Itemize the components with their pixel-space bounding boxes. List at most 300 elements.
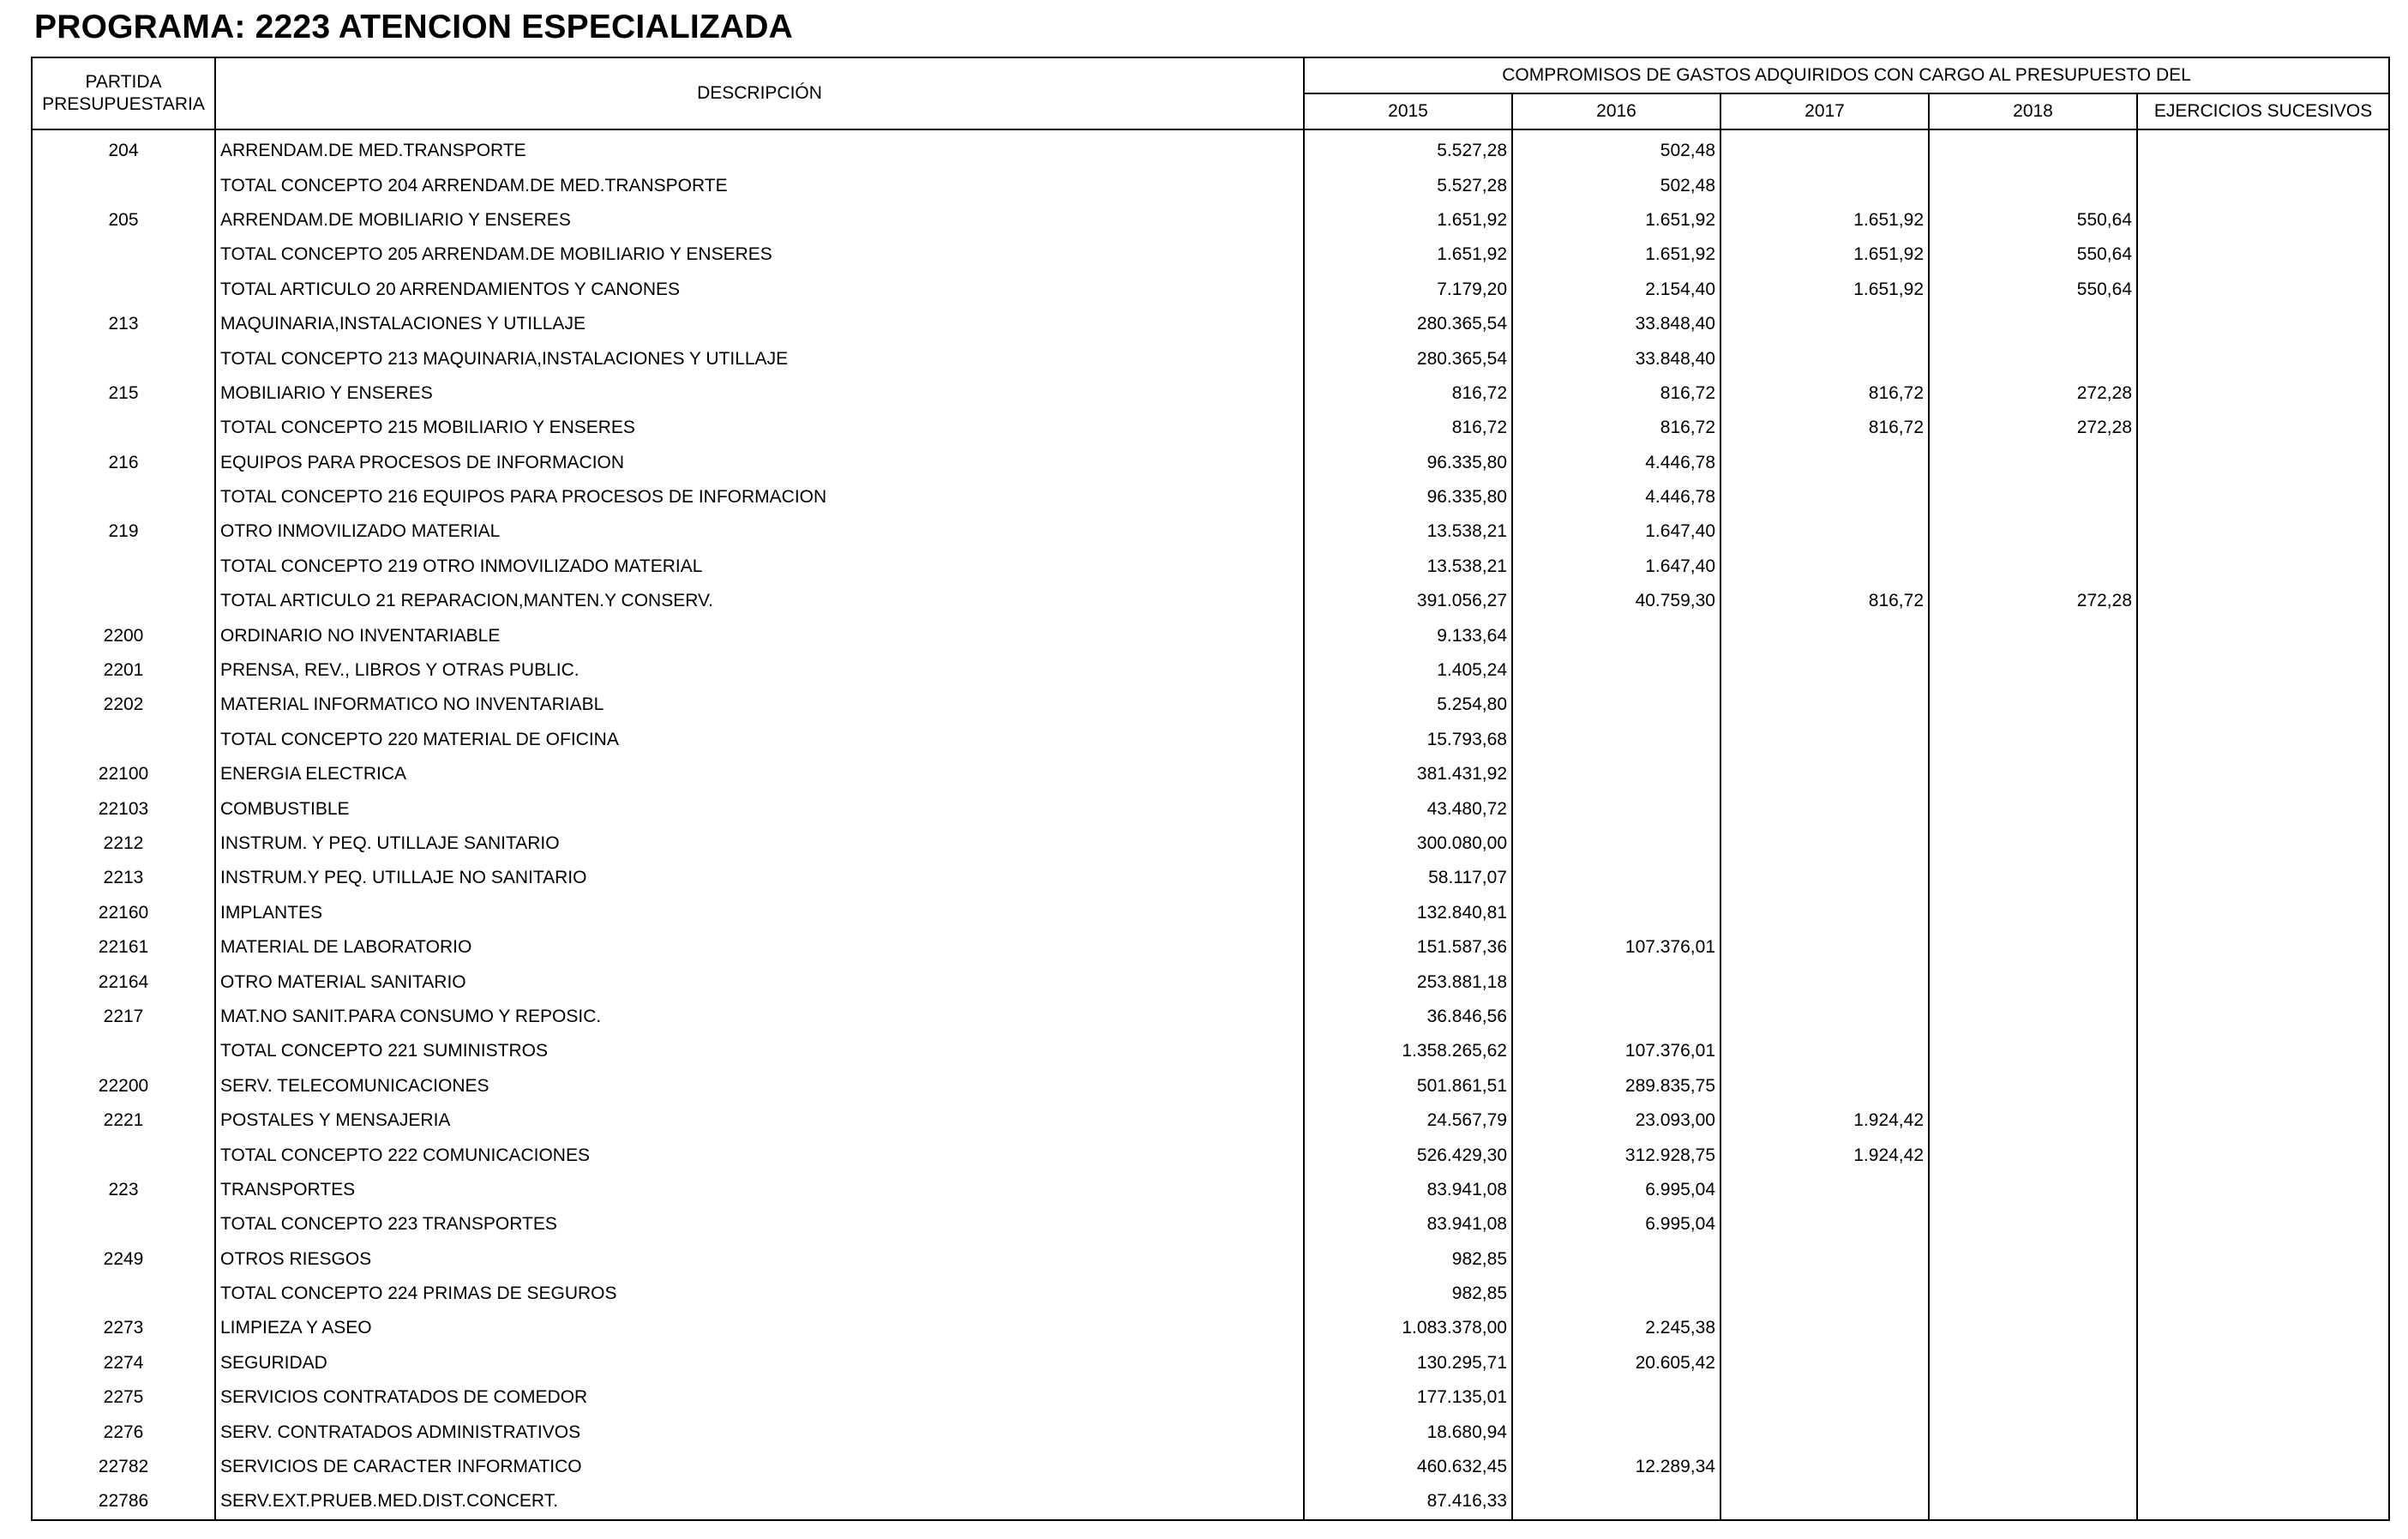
amount-2016-cell: 107.376,01 (1512, 930, 1720, 965)
amount-sucesivos-cell (2137, 1484, 2389, 1519)
header-compromisos: COMPROMISOS DE GASTOS ADQUIRIDOS CON CARGO AL PRESUPUESTO DEL (1304, 57, 2389, 93)
amount-2017-cell: 1.651,92 (1720, 237, 1929, 272)
partida-cell: 223 (32, 1173, 215, 1207)
descripcion-cell: EQUIPOS PARA PROCESOS DE INFORMACION (215, 446, 1304, 480)
partida-cell: 2275 (32, 1380, 215, 1415)
amount-sucesivos-cell (2137, 1000, 2389, 1034)
amount-2016-cell: 4.446,78 (1512, 446, 1720, 480)
amount-2015-cell: 96.335,80 (1304, 446, 1512, 480)
partida-cell: 213 (32, 307, 215, 341)
descripcion-cell: TOTAL CONCEPTO 221 SUMINISTROS (215, 1034, 1304, 1068)
amount-2018-cell (1929, 1242, 2137, 1277)
table-row (32, 1311, 2389, 1345)
descripcion-cell: LIMPIEZA Y ASEO (215, 1311, 1304, 1345)
amount-2017-cell (1720, 1034, 1929, 1068)
amount-2015-cell: 1.405,24 (1304, 653, 1512, 688)
amount-2018-cell (1929, 618, 2137, 652)
table-row (32, 376, 2389, 411)
amount-sucesivos-cell (2137, 723, 2389, 757)
partida-cell (32, 1277, 215, 1311)
descripcion-cell: MOBILIARIO Y ENSERES (215, 376, 1304, 411)
amount-2017-cell (1720, 514, 1929, 549)
amount-2017-cell (1720, 446, 1929, 480)
table-row (32, 584, 2389, 618)
table-row (32, 896, 2389, 930)
table-row (32, 1173, 2389, 1207)
partida-cell: 2217 (32, 1000, 215, 1034)
table-row (32, 1242, 2389, 1277)
amount-sucesivos-cell (2137, 1069, 2389, 1103)
amount-2017-cell (1720, 1450, 1929, 1484)
partida-cell: 216 (32, 446, 215, 480)
amount-2017-cell (1720, 1000, 1929, 1034)
amount-sucesivos-cell (2137, 757, 2389, 791)
descripcion-cell: INSTRUM. Y PEQ. UTILLAJE SANITARIO (215, 827, 1304, 861)
amount-sucesivos-cell (2137, 411, 2389, 445)
table-row (32, 1277, 2389, 1311)
amount-2018-cell (1929, 1484, 2137, 1519)
amount-2018-cell (1929, 168, 2137, 202)
header-year-2016: 2016 (1512, 93, 1720, 129)
partida-cell: 2276 (32, 1415, 215, 1449)
descripcion-cell: TOTAL CONCEPTO 223 TRANSPORTES (215, 1207, 1304, 1241)
amount-sucesivos-cell (2137, 1207, 2389, 1241)
partida-cell (32, 584, 215, 618)
amount-2017-cell (1720, 930, 1929, 965)
amount-sucesivos-cell (2137, 168, 2389, 202)
descripcion-cell: SERV. TELECOMUNICACIONES (215, 1069, 1304, 1103)
amount-sucesivos-cell (2137, 273, 2389, 307)
partida-cell: 22100 (32, 757, 215, 791)
amount-sucesivos-cell (2137, 1380, 2389, 1415)
table-row (32, 514, 2389, 549)
amount-sucesivos-cell (2137, 896, 2389, 930)
descripcion-cell: TRANSPORTES (215, 1173, 1304, 1207)
table-row (32, 757, 2389, 791)
table-row (32, 273, 2389, 307)
table-row (32, 861, 2389, 895)
amount-sucesivos-cell (2137, 861, 2389, 895)
partida-cell: 22200 (32, 1069, 215, 1103)
partida-cell (32, 550, 215, 584)
amount-2015-cell: 24.567,79 (1304, 1103, 1512, 1138)
amount-2018-cell (1929, 1173, 2137, 1207)
descripcion-cell: TOTAL CONCEPTO 204 ARRENDAM.DE MED.TRANSPORTE (215, 168, 1304, 202)
amount-2016-cell (1512, 827, 1720, 861)
table-row (32, 1138, 2389, 1172)
descripcion-cell: TOTAL CONCEPTO 220 MATERIAL DE OFICINA (215, 723, 1304, 757)
table-row (32, 168, 2389, 202)
amount-2018-cell (1929, 480, 2137, 514)
amount-2017-cell (1720, 653, 1929, 688)
table-row (32, 723, 2389, 757)
amount-2017-cell: 1.924,42 (1720, 1138, 1929, 1172)
amount-sucesivos-cell (2137, 1311, 2389, 1345)
table-row (32, 203, 2389, 237)
partida-cell (32, 411, 215, 445)
descripcion-cell: PRENSA, REV., LIBROS Y OTRAS PUBLIC. (215, 653, 1304, 688)
table-row (32, 1000, 2389, 1034)
amount-sucesivos-cell (2137, 1138, 2389, 1172)
amount-2016-cell: 2.154,40 (1512, 273, 1720, 307)
amount-2018-cell (1929, 861, 2137, 895)
descripcion-cell: IMPLANTES (215, 896, 1304, 930)
partida-cell (32, 1138, 215, 1172)
amount-sucesivos-cell (2137, 1450, 2389, 1484)
amount-2017-cell (1720, 1207, 1929, 1241)
amount-2017-cell (1720, 1484, 1929, 1519)
descripcion-cell: MATERIAL DE LABORATORIO (215, 930, 1304, 965)
partida-cell: 22782 (32, 1450, 215, 1484)
amount-2017-cell (1720, 1173, 1929, 1207)
header-partida: PARTIDA PRESUPUESTARIA (32, 57, 215, 129)
table-row (32, 411, 2389, 445)
amount-2016-cell (1512, 861, 1720, 895)
amount-2016-cell (1512, 791, 1720, 826)
amount-sucesivos-cell (2137, 791, 2389, 826)
amount-2016-cell (1512, 653, 1720, 688)
descripcion-cell: OTRO MATERIAL SANITARIO (215, 965, 1304, 999)
amount-2018-cell (1929, 1277, 2137, 1311)
table-row (32, 1069, 2389, 1103)
amount-2018-cell (1929, 1138, 2137, 1172)
descripcion-cell: TOTAL CONCEPTO 215 MOBILIARIO Y ENSERES (215, 411, 1304, 445)
partida-cell (32, 1207, 215, 1241)
descripcion-cell: TOTAL CONCEPTO 216 EQUIPOS PARA PROCESOS DE INFORMACION (215, 480, 1304, 514)
amount-2017-cell: 1.924,42 (1720, 1103, 1929, 1138)
amount-2016-cell (1512, 1242, 1720, 1277)
amount-2015-cell: 5.527,28 (1304, 129, 1512, 168)
partida-cell: 205 (32, 203, 215, 237)
amount-2018-cell (1929, 514, 2137, 549)
amount-sucesivos-cell (2137, 653, 2389, 688)
partida-cell: 22160 (32, 896, 215, 930)
descripcion-cell: TOTAL CONCEPTO 205 ARRENDAM.DE MOBILIARIO Y ENSERES (215, 237, 1304, 272)
amount-2017-cell (1720, 1277, 1929, 1311)
amount-2015-cell: 1.651,92 (1304, 203, 1512, 237)
header-year-2015: 2015 (1304, 93, 1512, 129)
partida-cell: 219 (32, 514, 215, 549)
partida-cell: 2213 (32, 861, 215, 895)
amount-2016-cell: 2.245,38 (1512, 1311, 1720, 1345)
amount-2016-cell (1512, 896, 1720, 930)
amount-2016-cell: 6.995,04 (1512, 1173, 1720, 1207)
amount-2015-cell: 96.335,80 (1304, 480, 1512, 514)
amount-2016-cell: 40.759,30 (1512, 584, 1720, 618)
amount-sucesivos-cell (2137, 550, 2389, 584)
amount-2018-cell: 272,28 (1929, 411, 2137, 445)
amount-2016-cell (1512, 1000, 1720, 1034)
descripcion-cell: MAT.NO SANIT.PARA CONSUMO Y REPOSIC. (215, 1000, 1304, 1034)
partida-cell (32, 237, 215, 272)
table-row (32, 446, 2389, 480)
descripcion-cell: COMBUSTIBLE (215, 791, 1304, 826)
amount-2016-cell: 20.605,42 (1512, 1346, 1720, 1380)
table-row (32, 827, 2389, 861)
amount-2015-cell: 9.133,64 (1304, 618, 1512, 652)
amount-2018-cell (1929, 1069, 2137, 1103)
partida-cell (32, 723, 215, 757)
amount-sucesivos-cell (2137, 1173, 2389, 1207)
amount-2018-cell (1929, 129, 2137, 168)
amount-2018-cell (1929, 1034, 2137, 1068)
amount-2018-cell (1929, 827, 2137, 861)
table-row (32, 480, 2389, 514)
amount-2017-cell (1720, 129, 1929, 168)
descripcion-cell: MATERIAL INFORMATICO NO INVENTARIABL (215, 688, 1304, 722)
amount-2018-cell (1929, 1207, 2137, 1241)
amount-2017-cell (1720, 791, 1929, 826)
table-row (32, 1207, 2389, 1241)
amount-2015-cell: 460.632,45 (1304, 1450, 1512, 1484)
amount-2017-cell: 1.651,92 (1720, 203, 1929, 237)
amount-2015-cell: 87.416,33 (1304, 1484, 1512, 1519)
descripcion-cell: TOTAL CONCEPTO 224 PRIMAS DE SEGUROS (215, 1277, 1304, 1311)
amount-2018-cell: 550,64 (1929, 273, 2137, 307)
amount-sucesivos-cell (2137, 1346, 2389, 1380)
header-year-2018: 2018 (1929, 93, 2137, 129)
table-row (32, 1415, 2389, 1449)
descripcion-cell: POSTALES Y MENSAJERIA (215, 1103, 1304, 1138)
amount-2017-cell (1720, 757, 1929, 791)
amount-2017-cell (1720, 480, 1929, 514)
amount-2016-cell: 289.835,75 (1512, 1069, 1720, 1103)
amount-2018-cell (1929, 341, 2137, 376)
descripcion-cell: ARRENDAM.DE MOBILIARIO Y ENSERES (215, 203, 1304, 237)
amount-2015-cell: 300.080,00 (1304, 827, 1512, 861)
partida-cell: 2202 (32, 688, 215, 722)
table-row (32, 930, 2389, 965)
amount-2016-cell: 502,48 (1512, 168, 1720, 202)
table-row (32, 129, 2389, 168)
amount-2018-cell (1929, 1311, 2137, 1345)
amount-2015-cell: 151.587,36 (1304, 930, 1512, 965)
amount-2015-cell: 982,85 (1304, 1277, 1512, 1311)
amount-2016-cell (1512, 1380, 1720, 1415)
partida-cell: 2200 (32, 618, 215, 652)
table-row (32, 965, 2389, 999)
amount-2015-cell: 816,72 (1304, 376, 1512, 411)
amount-2015-cell: 58.117,07 (1304, 861, 1512, 895)
budget-table (31, 57, 2390, 1521)
header-year-2017: 2017 (1720, 93, 1929, 129)
amount-2018-cell (1929, 688, 2137, 722)
table-row (32, 1034, 2389, 1068)
amount-2018-cell (1929, 550, 2137, 584)
amount-2018-cell: 272,28 (1929, 376, 2137, 411)
amount-sucesivos-cell (2137, 376, 2389, 411)
amount-2015-cell: 5.254,80 (1304, 688, 1512, 722)
amount-2016-cell: 107.376,01 (1512, 1034, 1720, 1068)
partida-cell (32, 341, 215, 376)
partida-cell: 2212 (32, 827, 215, 861)
amount-2017-cell (1720, 861, 1929, 895)
amount-2015-cell: 280.365,54 (1304, 307, 1512, 341)
amount-2018-cell (1929, 1415, 2137, 1449)
partida-cell (32, 1034, 215, 1068)
amount-2016-cell: 1.647,40 (1512, 514, 1720, 549)
amount-2016-cell (1512, 688, 1720, 722)
amount-sucesivos-cell (2137, 618, 2389, 652)
amount-2017-cell (1720, 1069, 1929, 1103)
amount-2016-cell: 1.651,92 (1512, 237, 1720, 272)
amount-2015-cell: 177.135,01 (1304, 1380, 1512, 1415)
partida-cell: 2273 (32, 1311, 215, 1345)
amount-2016-cell: 6.995,04 (1512, 1207, 1720, 1241)
table-body (32, 129, 2389, 1520)
descripcion-cell: TOTAL ARTICULO 21 REPARACION,MANTEN.Y CONSERV. (215, 584, 1304, 618)
table-row (32, 307, 2389, 341)
amount-2018-cell (1929, 896, 2137, 930)
descripcion-cell: TOTAL CONCEPTO 219 OTRO INMOVILIZADO MATERIAL (215, 550, 1304, 584)
amount-sucesivos-cell (2137, 584, 2389, 618)
amount-2016-cell (1512, 618, 1720, 652)
table-row (32, 1484, 2389, 1519)
descripcion-cell: OTRO INMOVILIZADO MATERIAL (215, 514, 1304, 549)
amount-2016-cell: 4.446,78 (1512, 480, 1720, 514)
amount-2018-cell: 272,28 (1929, 584, 2137, 618)
amount-2015-cell: 36.846,56 (1304, 1000, 1512, 1034)
partida-cell: 22103 (32, 791, 215, 826)
table-header (32, 57, 2389, 129)
table-row (32, 1450, 2389, 1484)
amount-2017-cell (1720, 1311, 1929, 1345)
table-row (32, 688, 2389, 722)
table-row (32, 341, 2389, 376)
amount-2016-cell (1512, 965, 1720, 999)
partida-cell: 22164 (32, 965, 215, 999)
table-row (32, 550, 2389, 584)
amount-2018-cell (1929, 791, 2137, 826)
amount-2015-cell: 381.431,92 (1304, 757, 1512, 791)
amount-2017-cell (1720, 307, 1929, 341)
descripcion-cell: SERVICIOS DE CARACTER INFORMATICO (215, 1450, 1304, 1484)
descripcion-cell: TOTAL ARTICULO 20 ARRENDAMIENTOS Y CANONES (215, 273, 1304, 307)
amount-2018-cell (1929, 1103, 2137, 1138)
amount-sucesivos-cell (2137, 129, 2389, 168)
amount-2015-cell: 132.840,81 (1304, 896, 1512, 930)
amount-sucesivos-cell (2137, 827, 2389, 861)
amount-2018-cell (1929, 930, 2137, 965)
amount-2016-cell (1512, 1415, 1720, 1449)
amount-2015-cell: 982,85 (1304, 1242, 1512, 1277)
amount-2015-cell: 1.083.378,00 (1304, 1311, 1512, 1345)
amount-2018-cell (1929, 1346, 2137, 1380)
amount-2017-cell (1720, 723, 1929, 757)
descripcion-cell: SERVICIOS CONTRATADOS DE COMEDOR (215, 1380, 1304, 1415)
amount-2018-cell (1929, 446, 2137, 480)
amount-2017-cell (1720, 341, 1929, 376)
amount-2015-cell: 130.295,71 (1304, 1346, 1512, 1380)
amount-sucesivos-cell (2137, 480, 2389, 514)
amount-2016-cell: 1.647,40 (1512, 550, 1720, 584)
amount-sucesivos-cell (2137, 1034, 2389, 1068)
amount-2018-cell (1929, 653, 2137, 688)
amount-2015-cell: 15.793,68 (1304, 723, 1512, 757)
amount-sucesivos-cell (2137, 203, 2389, 237)
amount-2015-cell: 526.429,30 (1304, 1138, 1512, 1172)
amount-sucesivos-cell (2137, 930, 2389, 965)
amount-2015-cell: 7.179,20 (1304, 273, 1512, 307)
amount-2016-cell (1512, 757, 1720, 791)
amount-2018-cell (1929, 1380, 2137, 1415)
amount-2016-cell: 502,48 (1512, 129, 1720, 168)
table-row (32, 653, 2389, 688)
partida-cell: 2274 (32, 1346, 215, 1380)
amount-2017-cell: 816,72 (1720, 584, 1929, 618)
amount-sucesivos-cell (2137, 446, 2389, 480)
amount-sucesivos-cell (2137, 307, 2389, 341)
amount-2016-cell (1512, 1277, 1720, 1311)
amount-2016-cell (1512, 1484, 1720, 1519)
amount-2016-cell: 816,72 (1512, 376, 1720, 411)
header-descripcion: DESCRIPCIÓN (215, 57, 1304, 129)
amount-2017-cell (1720, 1380, 1929, 1415)
descripcion-cell: MAQUINARIA,INSTALACIONES Y UTILLAJE (215, 307, 1304, 341)
amount-2015-cell: 391.056,27 (1304, 584, 1512, 618)
amount-2015-cell: 5.527,28 (1304, 168, 1512, 202)
table-row (32, 618, 2389, 652)
amount-2015-cell: 83.941,08 (1304, 1207, 1512, 1241)
descripcion-cell: SERV. CONTRATADOS ADMINISTRATIVOS (215, 1415, 1304, 1449)
amount-sucesivos-cell (2137, 514, 2389, 549)
header-ejercicios-sucesivos: EJERCICIOS SUCESIVOS (2137, 93, 2389, 129)
amount-sucesivos-cell (2137, 1415, 2389, 1449)
descripcion-cell: ENERGIA ELECTRICA (215, 757, 1304, 791)
amount-2017-cell: 1.651,92 (1720, 273, 1929, 307)
page-title: PROGRAMA: 2223 ATENCION ESPECIALIZADA (34, 9, 793, 45)
amount-2016-cell: 33.848,40 (1512, 307, 1720, 341)
descripcion-cell: ORDINARIO NO INVENTARIABLE (215, 618, 1304, 652)
amount-sucesivos-cell (2137, 688, 2389, 722)
partida-cell: 22161 (32, 930, 215, 965)
amount-2017-cell (1720, 965, 1929, 999)
descripcion-cell: OTROS RIESGOS (215, 1242, 1304, 1277)
descripcion-cell: INSTRUM.Y PEQ. UTILLAJE NO SANITARIO (215, 861, 1304, 895)
amount-sucesivos-cell (2137, 1242, 2389, 1277)
amount-2015-cell: 83.941,08 (1304, 1173, 1512, 1207)
partida-cell (32, 168, 215, 202)
amount-2015-cell: 13.538,21 (1304, 550, 1512, 584)
partida-cell: 2249 (32, 1242, 215, 1277)
amount-2015-cell: 18.680,94 (1304, 1415, 1512, 1449)
amount-2017-cell (1720, 688, 1929, 722)
partida-cell: 2201 (32, 653, 215, 688)
amount-sucesivos-cell (2137, 341, 2389, 376)
amount-2015-cell: 43.480,72 (1304, 791, 1512, 826)
amount-2018-cell: 550,64 (1929, 237, 2137, 272)
amount-sucesivos-cell (2137, 237, 2389, 272)
amount-sucesivos-cell (2137, 965, 2389, 999)
amount-2016-cell: 312.928,75 (1512, 1138, 1720, 1172)
amount-sucesivos-cell (2137, 1103, 2389, 1138)
amount-2017-cell (1720, 1242, 1929, 1277)
amount-2016-cell: 23.093,00 (1512, 1103, 1720, 1138)
amount-2015-cell: 816,72 (1304, 411, 1512, 445)
descripcion-cell: SERV.EXT.PRUEB.MED.DIST.CONCERT. (215, 1484, 1304, 1519)
amount-2017-cell (1720, 550, 1929, 584)
partida-cell: 204 (32, 129, 215, 168)
partida-cell (32, 273, 215, 307)
amount-2015-cell: 501.861,51 (1304, 1069, 1512, 1103)
descripcion-cell: SEGURIDAD (215, 1346, 1304, 1380)
amount-2015-cell: 253.881,18 (1304, 965, 1512, 999)
descripcion-cell: TOTAL CONCEPTO 213 MAQUINARIA,INSTALACIONES Y UTILLAJE (215, 341, 1304, 376)
amount-2015-cell: 280.365,54 (1304, 341, 1512, 376)
amount-2018-cell: 550,64 (1929, 203, 2137, 237)
amount-2018-cell (1929, 1450, 2137, 1484)
amount-2018-cell (1929, 965, 2137, 999)
